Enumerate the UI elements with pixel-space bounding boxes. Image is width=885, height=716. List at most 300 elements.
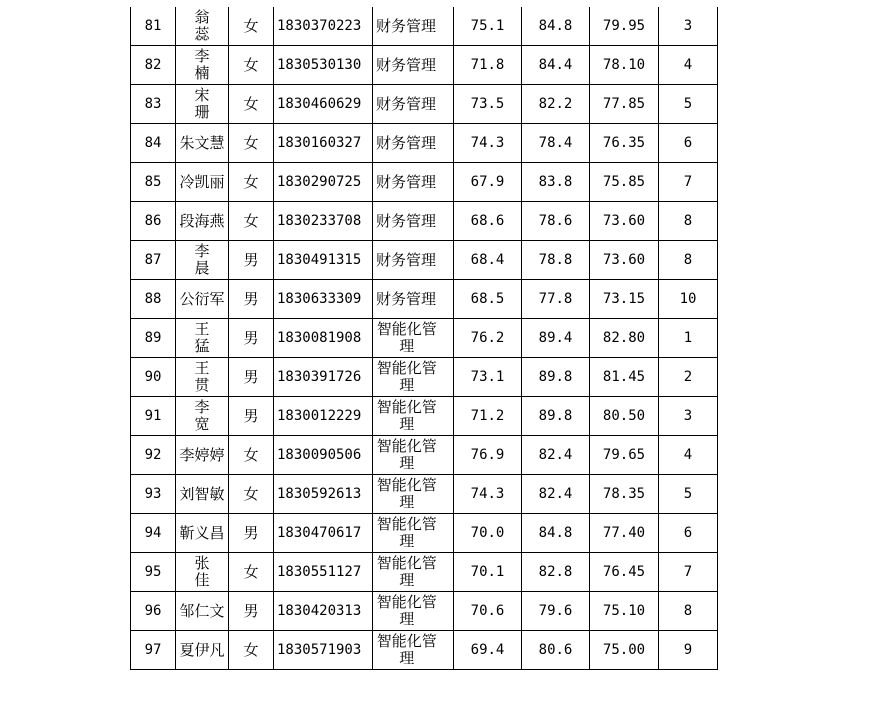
exam-id-cell-text: 1830370223: [277, 17, 362, 34]
name-cell: [176, 202, 229, 241]
table-row: [131, 358, 718, 397]
exam-id-cell: [274, 514, 373, 553]
gender-cell: [229, 436, 274, 475]
written-score-cell: [454, 280, 522, 319]
exam-id-cell-text: 1830420313: [277, 602, 362, 619]
gender-cell: [229, 631, 274, 670]
name-cell-text: 靳义昌: [179, 523, 225, 542]
position-cell-text: 智能化管理: [376, 593, 437, 628]
table-row: [131, 7, 718, 46]
gender-cell-text: 女: [243, 172, 259, 191]
position-cell: [373, 319, 454, 358]
interview-score-cell-text: 83.8: [538, 173, 573, 190]
name-cell-text: 夏伊凡: [179, 640, 225, 659]
rank-cell-text: 8: [683, 602, 693, 619]
written-score-cell-text: 68.4: [470, 251, 505, 268]
position-cell-text: 财务管理: [376, 16, 437, 35]
interview-score-cell: [522, 553, 590, 592]
exam-id-cell-text: 1830233708: [277, 212, 362, 229]
interview-score-cell: [522, 319, 590, 358]
exam-id-cell-text: 1830081908: [277, 329, 362, 346]
row-number-cell-text: 89: [144, 329, 162, 346]
interview-score-cell-text: 82.2: [538, 95, 573, 112]
rank-cell: [659, 85, 718, 124]
written-score-cell-text: 75.1: [470, 17, 505, 34]
total-score-cell-text: 82.80: [602, 329, 646, 346]
position-cell-text: 财务管理: [376, 94, 437, 113]
exam-id-cell-text: 1830571903: [277, 641, 362, 658]
gender-cell: [229, 124, 274, 163]
written-score-cell: [454, 631, 522, 670]
position-cell-text: 财务管理: [376, 211, 437, 230]
name-cell: [176, 7, 229, 46]
rank-cell-text: 4: [683, 56, 693, 73]
row-number-cell: [131, 397, 176, 436]
total-score-cell: [590, 280, 659, 319]
position-cell-text: 财务管理: [376, 289, 437, 308]
interview-score-cell-text: 84.4: [538, 56, 573, 73]
total-score-cell-text: 79.65: [602, 446, 646, 463]
written-score-cell-text: 74.3: [470, 134, 505, 151]
name-cell-text: 公衍军: [179, 289, 225, 308]
position-cell-text: 智能化管理: [376, 632, 437, 667]
name-cell: [176, 436, 229, 475]
position-cell-text: 智能化管理: [376, 554, 437, 589]
gender-cell-text: 女: [243, 94, 259, 113]
exam-id-cell-text: 1830592613: [277, 485, 362, 502]
table-row: [131, 553, 718, 592]
rank-cell-text: 8: [683, 212, 693, 229]
rank-cell: [659, 592, 718, 631]
position-cell: [373, 436, 454, 475]
name-cell-text: 李婷婷: [179, 445, 225, 464]
table-row: [131, 592, 718, 631]
exam-id-cell-text: 1830491315: [277, 251, 362, 268]
gender-cell-text: 女: [243, 562, 259, 581]
total-score-cell-text: 75.10: [602, 602, 646, 619]
row-number-cell-text: 85: [144, 173, 162, 190]
interview-score-cell-text: 89.4: [538, 329, 573, 346]
total-score-cell: [590, 436, 659, 475]
position-cell-text: 智能化管理: [376, 515, 437, 550]
rank-cell-text: 3: [683, 407, 693, 424]
rank-cell: [659, 241, 718, 280]
row-number-cell: [131, 631, 176, 670]
total-score-cell-text: 73.15: [602, 290, 646, 307]
exam-id-cell-text: 1830470617: [277, 524, 362, 541]
position-cell-text: 财务管理: [376, 55, 437, 74]
rank-cell-text: 5: [683, 95, 693, 112]
total-score-cell: [590, 7, 659, 46]
position-cell: [373, 241, 454, 280]
gender-cell: [229, 397, 274, 436]
gender-cell-text: 男: [243, 289, 259, 308]
written-score-cell: [454, 553, 522, 592]
table-row: [131, 475, 718, 514]
written-score-cell-text: 76.9: [470, 446, 505, 463]
interview-score-cell-text: 82.8: [538, 563, 573, 580]
exam-id-cell: [274, 358, 373, 397]
row-number-cell-text: 92: [144, 446, 162, 463]
written-score-cell-text: 70.0: [470, 524, 505, 541]
interview-score-cell-text: 82.4: [538, 446, 573, 463]
exam-id-cell: [274, 202, 373, 241]
interview-score-cell: [522, 631, 590, 670]
exam-id-cell: [274, 475, 373, 514]
rank-cell-text: 9: [683, 641, 693, 658]
name-cell: [176, 124, 229, 163]
rank-cell: [659, 46, 718, 85]
name-cell: [176, 514, 229, 553]
rank-cell: [659, 319, 718, 358]
position-cell: [373, 124, 454, 163]
written-score-cell: [454, 241, 522, 280]
position-cell: [373, 163, 454, 202]
exam-id-cell: [274, 85, 373, 124]
position-cell-text: 财务管理: [376, 250, 437, 269]
name-cell: [176, 397, 229, 436]
written-score-cell-text: 70.1: [470, 563, 505, 580]
exam-id-cell: [274, 124, 373, 163]
rank-cell: [659, 7, 718, 46]
row-number-cell-text: 86: [144, 212, 162, 229]
gender-cell: [229, 241, 274, 280]
exam-id-cell: [274, 631, 373, 670]
rank-cell: [659, 553, 718, 592]
position-cell-text: 智能化管理: [376, 437, 437, 472]
written-score-cell-text: 68.6: [470, 212, 505, 229]
total-score-cell-text: 81.45: [602, 368, 646, 385]
name-cell: [176, 553, 229, 592]
table-row: [131, 397, 718, 436]
row-number-cell: [131, 514, 176, 553]
gender-cell: [229, 85, 274, 124]
gender-cell-text: 女: [243, 484, 259, 503]
position-cell: [373, 280, 454, 319]
written-score-cell-text: 74.3: [470, 485, 505, 502]
table-row: [131, 202, 718, 241]
row-number-cell: [131, 163, 176, 202]
position-cell-text: 财务管理: [376, 133, 437, 152]
gender-cell-text: 男: [243, 523, 259, 542]
row-number-cell-text: 82: [144, 56, 162, 73]
exam-id-cell: [274, 319, 373, 358]
interview-score-cell-text: 84.8: [538, 524, 573, 541]
rank-cell: [659, 475, 718, 514]
rank-cell: [659, 514, 718, 553]
name-cell: [176, 163, 229, 202]
gender-cell-text: 男: [243, 406, 259, 425]
position-cell-text: 智能化管理: [376, 320, 437, 355]
name-cell-text: 段海燕: [179, 211, 225, 230]
rank-cell-text: 2: [683, 368, 693, 385]
interview-score-cell: [522, 514, 590, 553]
row-number-cell: [131, 124, 176, 163]
row-number-cell: [131, 241, 176, 280]
exam-id-cell-text: 1830090506: [277, 446, 362, 463]
interview-score-cell: [522, 163, 590, 202]
row-number-cell: [131, 7, 176, 46]
results-table: [130, 7, 718, 670]
exam-id-cell: [274, 436, 373, 475]
row-number-cell: [131, 358, 176, 397]
row-number-cell: [131, 475, 176, 514]
gender-cell-text: 女: [243, 211, 259, 230]
position-cell: [373, 475, 454, 514]
row-number-cell-text: 87: [144, 251, 162, 268]
row-number-cell: [131, 85, 176, 124]
position-cell: [373, 592, 454, 631]
exam-id-cell: [274, 397, 373, 436]
row-number-cell-text: 83: [144, 95, 162, 112]
written-score-cell-text: 70.6: [470, 602, 505, 619]
written-score-cell: [454, 514, 522, 553]
exam-id-cell-text: 1830012229: [277, 407, 362, 424]
row-number-cell: [131, 202, 176, 241]
written-score-cell: [454, 124, 522, 163]
interview-score-cell: [522, 280, 590, 319]
table-row: [131, 163, 718, 202]
total-score-cell: [590, 358, 659, 397]
position-cell: [373, 46, 454, 85]
rank-cell-text: 1: [683, 329, 693, 346]
gender-cell: [229, 163, 274, 202]
total-score-cell-text: 75.00: [602, 641, 646, 658]
written-score-cell: [454, 358, 522, 397]
rank-cell-text: 6: [683, 134, 693, 151]
total-score-cell: [590, 475, 659, 514]
table-row: [131, 241, 718, 280]
interview-score-cell: [522, 202, 590, 241]
written-score-cell-text: 73.5: [470, 95, 505, 112]
exam-id-cell: [274, 241, 373, 280]
interview-score-cell: [522, 241, 590, 280]
position-cell: [373, 631, 454, 670]
gender-cell-text: 女: [243, 640, 259, 659]
written-score-cell-text: 67.9: [470, 173, 505, 190]
total-score-cell-text: 78.35: [602, 485, 646, 502]
name-cell: [176, 319, 229, 358]
gender-cell-text: 男: [243, 601, 259, 620]
position-cell: [373, 397, 454, 436]
row-number-cell-text: 91: [144, 407, 162, 424]
rank-cell: [659, 280, 718, 319]
position-cell-text: 财务管理: [376, 172, 437, 191]
name-cell: [176, 358, 229, 397]
rank-cell-text: 7: [683, 563, 693, 580]
written-score-cell: [454, 475, 522, 514]
exam-id-cell: [274, 553, 373, 592]
rank-cell: [659, 124, 718, 163]
written-score-cell: [454, 85, 522, 124]
position-cell: [373, 202, 454, 241]
written-score-cell-text: 69.4: [470, 641, 505, 658]
name-cell-text: 刘智敏: [179, 484, 225, 503]
rank-cell-text: 5: [683, 485, 693, 502]
name-cell: [176, 280, 229, 319]
total-score-cell: [590, 553, 659, 592]
interview-score-cell-text: 82.4: [538, 485, 573, 502]
gender-cell: [229, 475, 274, 514]
written-score-cell: [454, 319, 522, 358]
interview-score-cell: [522, 85, 590, 124]
name-cell-text: 邹仁文: [179, 601, 225, 620]
row-number-cell: [131, 280, 176, 319]
rank-cell: [659, 163, 718, 202]
interview-score-cell: [522, 7, 590, 46]
position-cell: [373, 85, 454, 124]
exam-id-cell-text: 1830633309: [277, 290, 362, 307]
total-score-cell-text: 73.60: [602, 212, 646, 229]
written-score-cell: [454, 46, 522, 85]
written-score-cell-text: 73.1: [470, 368, 505, 385]
name-cell-text: 李宽: [194, 398, 210, 433]
total-score-cell-text: 76.45: [602, 563, 646, 580]
row-number-cell-text: 88: [144, 290, 162, 307]
rank-cell: [659, 358, 718, 397]
rank-cell: [659, 202, 718, 241]
interview-score-cell: [522, 358, 590, 397]
table-row: [131, 436, 718, 475]
row-number-cell: [131, 46, 176, 85]
interview-score-cell: [522, 436, 590, 475]
exam-id-cell: [274, 7, 373, 46]
exam-id-cell-text: 1830391726: [277, 368, 362, 385]
total-score-cell: [590, 85, 659, 124]
gender-cell: [229, 358, 274, 397]
name-cell-text: 翁蕊: [194, 8, 210, 43]
written-score-cell: [454, 397, 522, 436]
written-score-cell: [454, 436, 522, 475]
gender-cell-text: 女: [243, 16, 259, 35]
written-score-cell-text: 76.2: [470, 329, 505, 346]
position-cell: [373, 553, 454, 592]
name-cell: [176, 631, 229, 670]
table-row: [131, 514, 718, 553]
total-score-cell-text: 73.60: [602, 251, 646, 268]
interview-score-cell: [522, 124, 590, 163]
exam-id-cell: [274, 280, 373, 319]
exam-id-cell: [274, 46, 373, 85]
written-score-cell-text: 71.8: [470, 56, 505, 73]
gender-cell: [229, 46, 274, 85]
interview-score-cell-text: 80.6: [538, 641, 573, 658]
row-number-cell: [131, 436, 176, 475]
total-score-cell: [590, 46, 659, 85]
position-cell: [373, 514, 454, 553]
total-score-cell: [590, 397, 659, 436]
row-number-cell: [131, 592, 176, 631]
rank-cell-text: 4: [683, 446, 693, 463]
position-cell-text: 智能化管理: [376, 359, 437, 394]
row-number-cell-text: 97: [144, 641, 162, 658]
gender-cell-text: 男: [243, 367, 259, 386]
total-score-cell-text: 77.40: [602, 524, 646, 541]
table-row: [131, 85, 718, 124]
table-row: [131, 319, 718, 358]
position-cell-text: 智能化管理: [376, 476, 437, 511]
exam-id-cell-text: 1830530130: [277, 56, 362, 73]
rank-cell: [659, 397, 718, 436]
rank-cell-text: 8: [683, 251, 693, 268]
gender-cell: [229, 7, 274, 46]
exam-id-cell: [274, 592, 373, 631]
interview-score-cell-text: 84.8: [538, 17, 573, 34]
total-score-cell-text: 76.35: [602, 134, 646, 151]
row-number-cell: [131, 319, 176, 358]
gender-cell: [229, 280, 274, 319]
total-score-cell: [590, 202, 659, 241]
exam-id-cell-text: 1830160327: [277, 134, 362, 151]
name-cell-text: 张佳: [194, 554, 210, 589]
written-score-cell: [454, 7, 522, 46]
interview-score-cell-text: 77.8: [538, 290, 573, 307]
row-number-cell-text: 96: [144, 602, 162, 619]
gender-cell: [229, 592, 274, 631]
written-score-cell: [454, 592, 522, 631]
row-number-cell-text: 84: [144, 134, 162, 151]
name-cell-text: 冷凯丽: [179, 172, 225, 191]
total-score-cell-text: 78.10: [602, 56, 646, 73]
table-row: [131, 46, 718, 85]
table-row: [131, 280, 718, 319]
name-cell-text: 宋珊: [194, 86, 210, 121]
table-body: [131, 7, 718, 670]
name-cell-text: 李楠: [194, 47, 210, 82]
total-score-cell: [590, 124, 659, 163]
interview-score-cell: [522, 46, 590, 85]
name-cell-text: 李晨: [194, 242, 210, 277]
exam-id-cell-text: 1830551127: [277, 563, 362, 580]
interview-score-cell: [522, 397, 590, 436]
exam-id-cell: [274, 163, 373, 202]
row-number-cell-text: 81: [144, 17, 162, 34]
position-cell-text: 智能化管理: [376, 398, 437, 433]
total-score-cell-text: 80.50: [602, 407, 646, 424]
row-number-cell-text: 95: [144, 563, 162, 580]
exam-id-cell-text: 1830460629: [277, 95, 362, 112]
rank-cell-text: 3: [683, 17, 693, 34]
interview-score-cell-text: 89.8: [538, 407, 573, 424]
total-score-cell-text: 75.85: [602, 173, 646, 190]
interview-score-cell: [522, 592, 590, 631]
position-cell: [373, 358, 454, 397]
interview-score-cell-text: 79.6: [538, 602, 573, 619]
row-number-cell-text: 94: [144, 524, 162, 541]
row-number-cell-text: 93: [144, 485, 162, 502]
total-score-cell: [590, 592, 659, 631]
position-cell: [373, 7, 454, 46]
name-cell: [176, 592, 229, 631]
row-number-cell-text: 90: [144, 368, 162, 385]
rank-cell-text: 7: [683, 173, 693, 190]
rank-cell-text: 6: [683, 524, 693, 541]
name-cell-text: 朱文慧: [179, 133, 225, 152]
gender-cell-text: 女: [243, 133, 259, 152]
table-row: [131, 124, 718, 163]
interview-score-cell-text: 78.4: [538, 134, 573, 151]
total-score-cell: [590, 319, 659, 358]
gender-cell-text: 女: [243, 55, 259, 74]
interview-score-cell-text: 89.8: [538, 368, 573, 385]
written-score-cell-text: 68.5: [470, 290, 505, 307]
gender-cell-text: 女: [243, 445, 259, 464]
rank-cell-text: 10: [679, 290, 697, 307]
rank-cell: [659, 436, 718, 475]
total-score-cell: [590, 514, 659, 553]
gender-cell: [229, 202, 274, 241]
written-score-cell-text: 71.2: [470, 407, 505, 424]
